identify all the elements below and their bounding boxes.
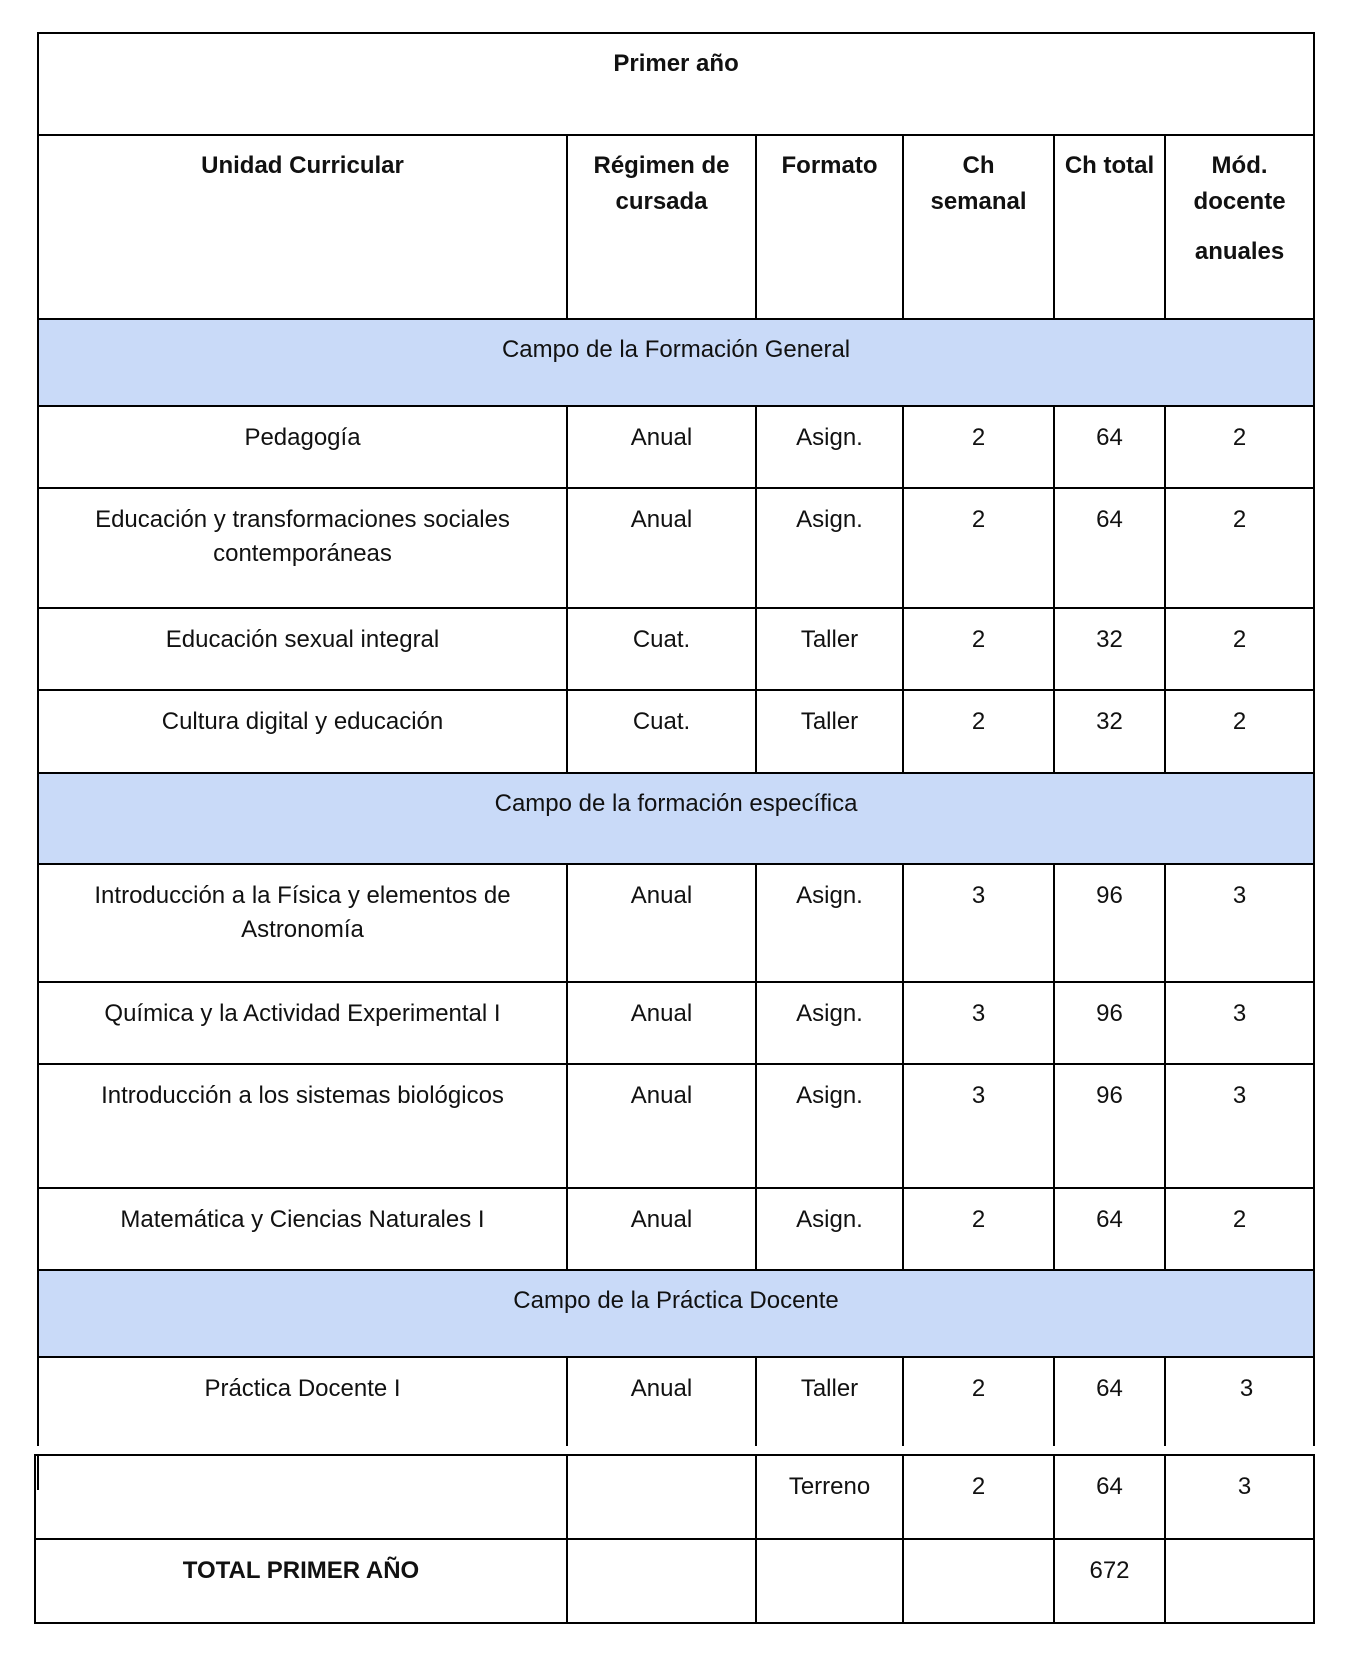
cell-regimen: Cuat. xyxy=(567,608,756,690)
cell-formato: Taller xyxy=(756,690,903,773)
curriculum-table xyxy=(37,32,1315,1490)
cell-formato: Taller xyxy=(756,608,903,690)
cell-ch-semanal: 2 xyxy=(903,488,1054,608)
cell-ch-semanal: 3 xyxy=(903,864,1054,982)
header-formato: Formato xyxy=(756,135,903,319)
cell-mod: 2 xyxy=(1165,406,1314,488)
cell-formato: Taller xyxy=(756,1357,903,1490)
table-row xyxy=(38,1064,1314,1188)
header-mod-docente: Mód. docente anuales xyxy=(1165,135,1314,319)
cell-ch-total: 32 xyxy=(1054,690,1165,773)
cell-mod: 2 xyxy=(1165,690,1314,773)
cell-unidad: Química y la Actividad Experimental I xyxy=(38,982,567,1064)
table-row xyxy=(38,982,1314,1064)
cell-mod: 2 xyxy=(1165,608,1314,690)
cell-regimen: Anual xyxy=(567,982,756,1064)
cell-mod: 3 xyxy=(1165,1357,1314,1490)
cell-ch-semanal: 2 xyxy=(903,1188,1054,1270)
table-row xyxy=(38,690,1314,773)
cell-formato: Asign. xyxy=(756,982,903,1064)
cell-ch-total: 64 xyxy=(1054,406,1165,488)
cell-regimen: Anual xyxy=(567,864,756,982)
cell-regimen: Anual xyxy=(567,1357,756,1490)
cell-formato: Asign. xyxy=(756,864,903,982)
section-band xyxy=(38,773,1314,864)
cell-regimen: Anual xyxy=(567,1064,756,1188)
table-row xyxy=(38,406,1314,488)
cell-ch-total: 64 xyxy=(1054,1357,1165,1490)
cell-ch-total: 64 xyxy=(1054,488,1165,608)
table-row xyxy=(38,864,1314,982)
cell-mod: 3 xyxy=(1165,1064,1314,1188)
cell-unidad: Cultura digital y educación xyxy=(38,690,567,773)
cell-regimen: Anual xyxy=(567,406,756,488)
cell-ch-total: 64 xyxy=(1054,1455,1165,1539)
section-title: Campo de la Formación General xyxy=(38,319,1314,406)
cell-ch-total: 64 xyxy=(1054,1188,1165,1270)
cell-formato: Asign. xyxy=(756,406,903,488)
cell-ch-total: 96 xyxy=(1054,982,1165,1064)
cell-unidad: Educación y transformaciones sociales contemporáneas xyxy=(38,488,567,608)
cell-unidad: Pedagogía xyxy=(38,406,567,488)
header-ch-total: Ch total xyxy=(1054,135,1165,319)
cell-ch-semanal xyxy=(903,1539,1054,1623)
cell-ch-semanal: 2 xyxy=(903,690,1054,773)
cell-regimen xyxy=(567,1455,756,1539)
header-unidad: Unidad Curricular xyxy=(38,135,567,319)
table-title: Primer año xyxy=(38,33,1314,135)
header-row xyxy=(38,135,1314,319)
cell-unidad: Introducción a los sistemas biológicos xyxy=(38,1064,567,1188)
cell-mod: 3 xyxy=(1165,982,1314,1064)
cell-ch-semanal: 2 xyxy=(903,1455,1054,1539)
cell-ch-semanal: 3 xyxy=(903,1064,1054,1188)
cell-mod: 3 xyxy=(1165,1455,1314,1539)
cell-ch-semanal: 2 xyxy=(903,1357,1054,1490)
table-row xyxy=(38,1188,1314,1270)
cell-formato: Asign. xyxy=(756,1188,903,1270)
cell-formato: Asign. xyxy=(756,1064,903,1188)
table-row xyxy=(38,488,1314,608)
section-title: Campo de la formación específica xyxy=(38,773,1314,864)
total-row xyxy=(35,1539,1314,1623)
curriculum-table-continuation xyxy=(34,1454,1315,1624)
cell-mod: 3 xyxy=(1165,864,1314,982)
section-title: Campo de la Práctica Docente xyxy=(38,1270,1314,1357)
table-row xyxy=(35,1455,1314,1539)
cell-unidad: Educación sexual integral xyxy=(38,608,567,690)
cell-regimen: Anual xyxy=(567,488,756,608)
cell-regimen xyxy=(567,1539,756,1623)
cell-formato xyxy=(756,1539,903,1623)
cell-mod xyxy=(1165,1539,1314,1623)
table-row xyxy=(38,608,1314,690)
cell-ch-total: 96 xyxy=(1054,864,1165,982)
cell-mod: 2 xyxy=(1165,1188,1314,1270)
cell-regimen: Cuat. xyxy=(567,690,756,773)
cell-unidad: Práctica Docente I xyxy=(38,1357,567,1490)
cell-ch-semanal: 2 xyxy=(903,608,1054,690)
cell-mod: 2 xyxy=(1165,488,1314,608)
section-band xyxy=(38,319,1314,406)
cell-ch-total: 96 xyxy=(1054,1064,1165,1188)
cell-formato: Terreno xyxy=(756,1455,903,1539)
cell-unidad: Matemática y Ciencias Naturales I xyxy=(38,1188,567,1270)
total-label: TOTAL PRIMER AÑO xyxy=(35,1539,567,1623)
cell-formato: Asign. xyxy=(756,488,903,608)
cell-unidad xyxy=(35,1455,567,1539)
cell-unidad: Introducción a la Física y elementos de Astronomía xyxy=(38,864,567,982)
cell-regimen: Anual xyxy=(567,1188,756,1270)
section-band xyxy=(38,1270,1314,1357)
cell-ch-total: 32 xyxy=(1054,608,1165,690)
total-ch-total: 672 xyxy=(1054,1539,1165,1623)
cell-ch-semanal: 2 xyxy=(903,406,1054,488)
header-ch-semanal: Ch semanal xyxy=(903,135,1054,319)
page-break-gap xyxy=(30,1446,1330,1454)
cell-ch-semanal: 3 xyxy=(903,982,1054,1064)
header-regimen: Régimen de cursada xyxy=(567,135,756,319)
